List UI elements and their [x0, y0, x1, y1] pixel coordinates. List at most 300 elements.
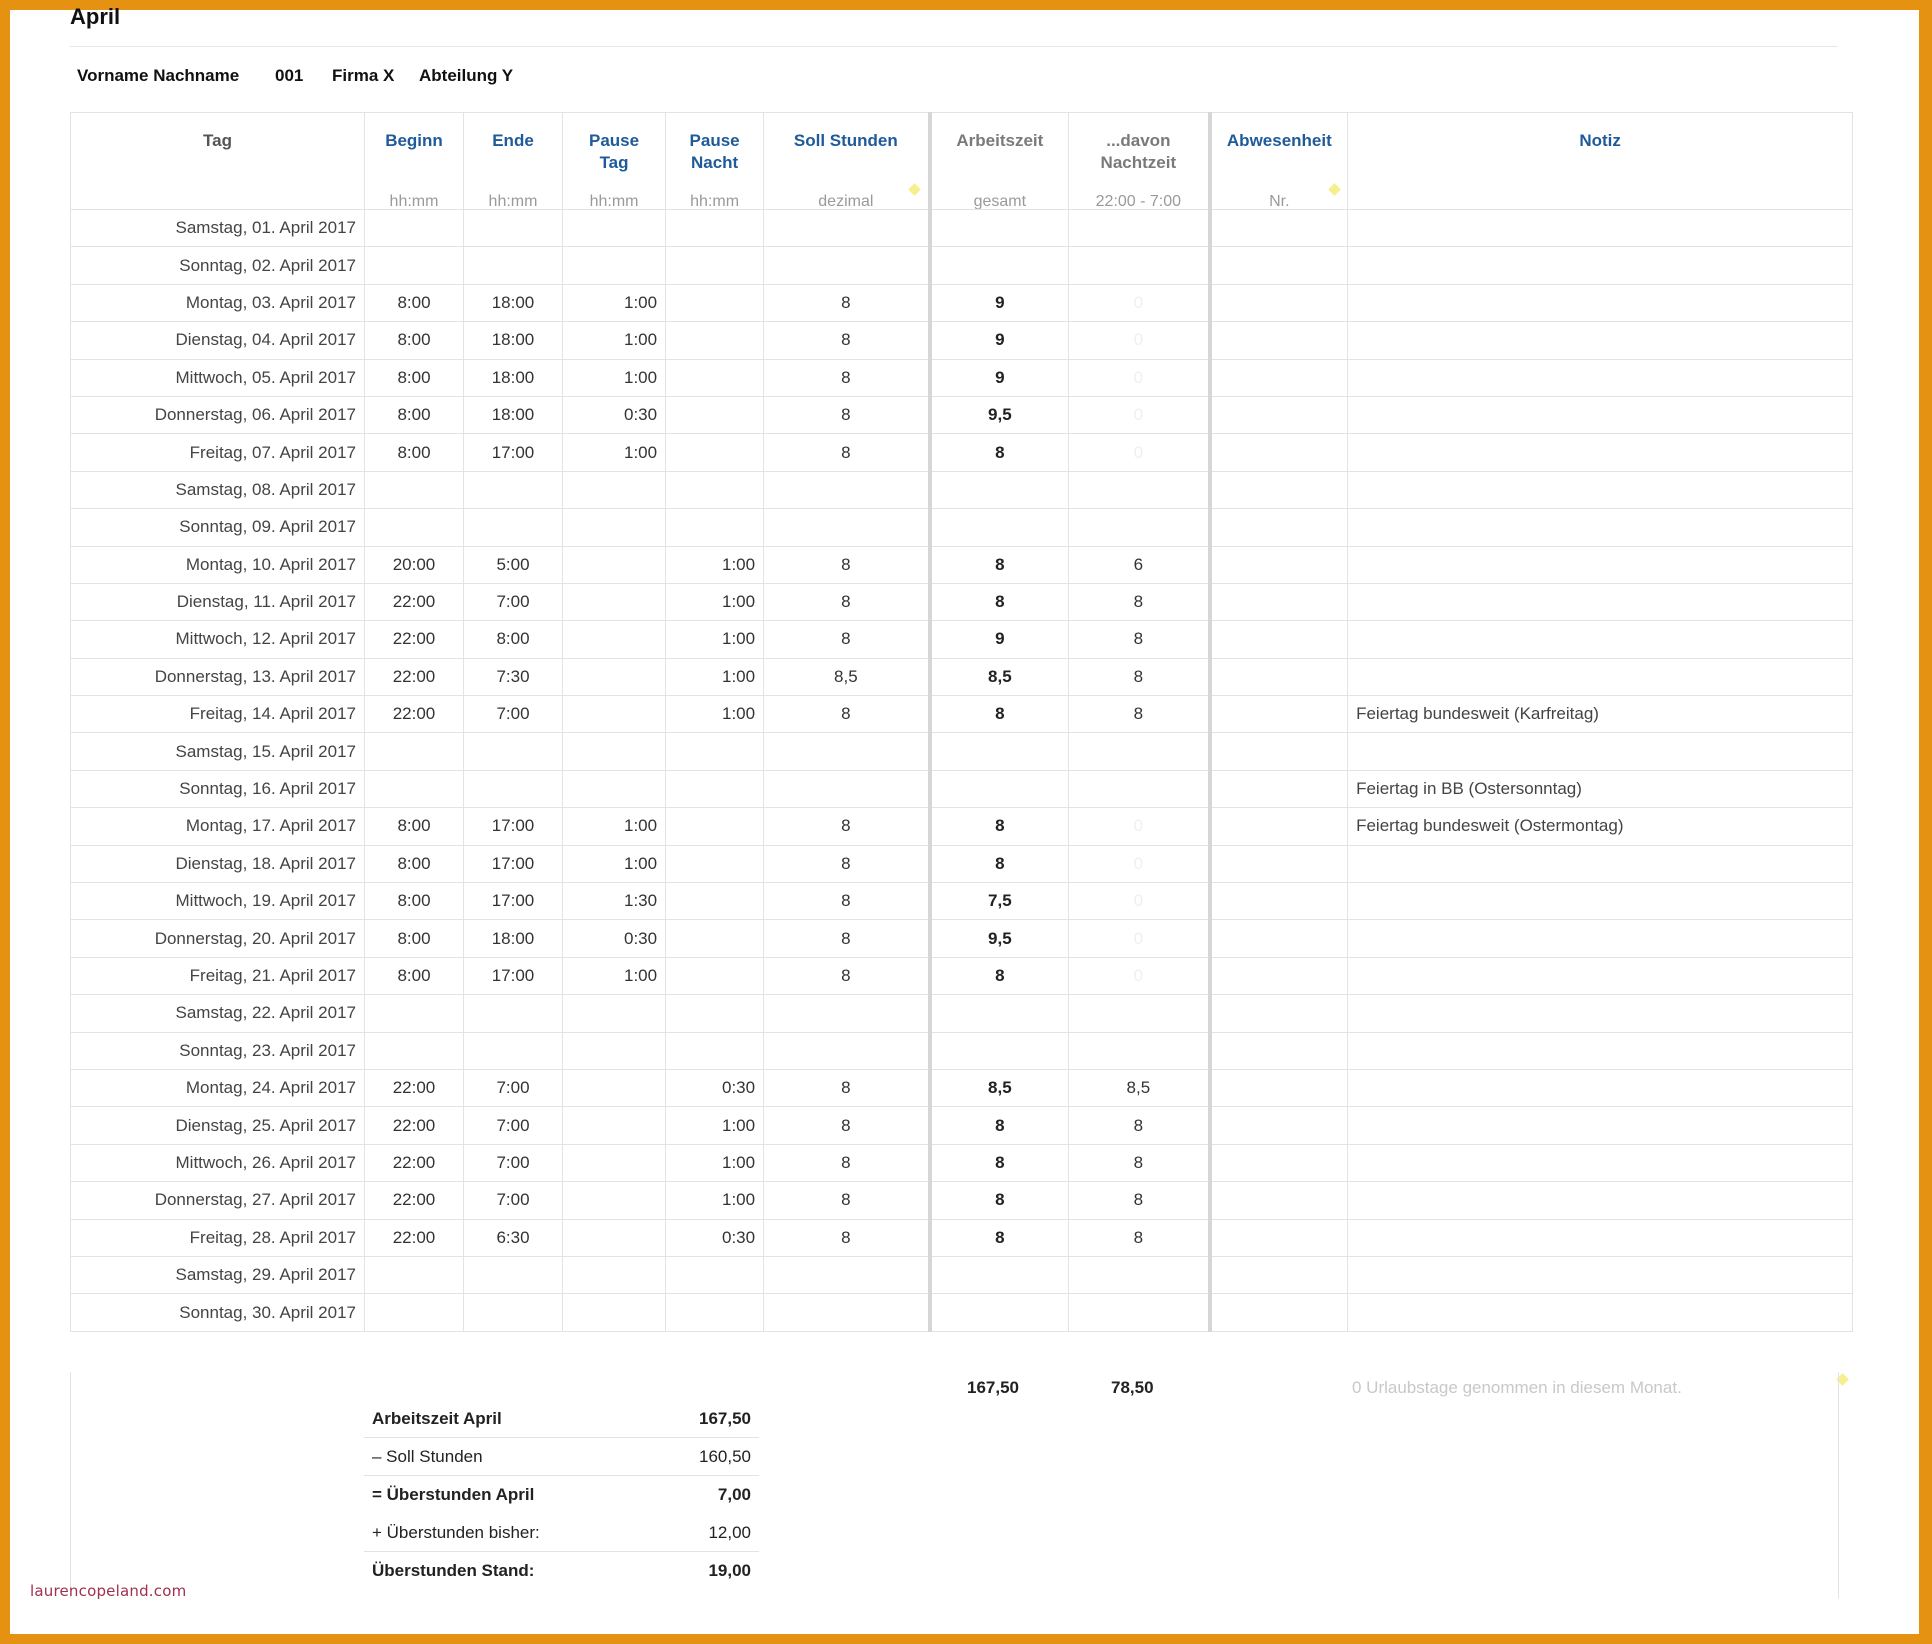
cell-night[interactable]: [1069, 770, 1210, 807]
cell-day[interactable]: Donnerstag, 13. April 2017: [71, 658, 365, 695]
cell-note[interactable]: [1348, 1294, 1853, 1331]
cell-note[interactable]: [1348, 621, 1853, 658]
cell-pause-day[interactable]: 1:00: [563, 359, 666, 396]
cell-target[interactable]: 8: [764, 1182, 930, 1219]
cell-day[interactable]: Dienstag, 11. April 2017: [71, 583, 365, 620]
cell-begin[interactable]: 8:00: [365, 284, 464, 321]
cell-absence[interactable]: [1210, 1032, 1348, 1069]
cell-pause-day[interactable]: 1:00: [563, 434, 666, 471]
cell-note[interactable]: [1348, 920, 1853, 957]
cell-pause-day[interactable]: [563, 696, 666, 733]
cell-night[interactable]: [1069, 210, 1210, 247]
cell-target[interactable]: 8: [764, 696, 930, 733]
cell-end[interactable]: 17:00: [464, 434, 563, 471]
cell-absence[interactable]: [1210, 1294, 1348, 1331]
cell-work[interactable]: 9,5: [930, 396, 1069, 433]
cell-day[interactable]: Sonntag, 30. April 2017: [71, 1294, 365, 1331]
cell-end[interactable]: [464, 471, 563, 508]
cell-night[interactable]: 8: [1069, 583, 1210, 620]
cell-work[interactable]: [930, 733, 1069, 770]
cell-pause-day[interactable]: [563, 770, 666, 807]
cell-target[interactable]: [764, 1294, 930, 1331]
cell-work[interactable]: 8: [930, 1182, 1069, 1219]
cell-night[interactable]: [1069, 509, 1210, 546]
cell-pause-day[interactable]: [563, 995, 666, 1032]
cell-target[interactable]: 8: [764, 621, 930, 658]
cell-begin[interactable]: 22:00: [365, 621, 464, 658]
cell-begin[interactable]: 22:00: [365, 1107, 464, 1144]
cell-note[interactable]: [1348, 957, 1853, 994]
cell-begin[interactable]: 22:00: [365, 696, 464, 733]
cell-absence[interactable]: [1210, 658, 1348, 695]
cell-begin[interactable]: 8:00: [365, 920, 464, 957]
cell-note[interactable]: [1348, 509, 1853, 546]
cell-begin[interactable]: 20:00: [365, 546, 464, 583]
cell-pause-day[interactable]: [563, 546, 666, 583]
cell-begin[interactable]: 8:00: [365, 322, 464, 359]
cell-note[interactable]: [1348, 583, 1853, 620]
cell-pause-day[interactable]: [563, 733, 666, 770]
cell-note[interactable]: [1348, 471, 1853, 508]
cell-end[interactable]: 7:30: [464, 658, 563, 695]
cell-day[interactable]: Mittwoch, 05. April 2017: [71, 359, 365, 396]
cell-work[interactable]: [930, 210, 1069, 247]
cell-begin[interactable]: [365, 1256, 464, 1293]
cell-day[interactable]: Freitag, 07. April 2017: [71, 434, 365, 471]
cell-day[interactable]: Mittwoch, 12. April 2017: [71, 621, 365, 658]
cell-end[interactable]: 17:00: [464, 845, 563, 882]
cell-target[interactable]: 8: [764, 808, 930, 845]
cell-day[interactable]: Montag, 17. April 2017: [71, 808, 365, 845]
cell-pause-day[interactable]: 1:00: [563, 284, 666, 321]
cell-pause-night[interactable]: [666, 883, 764, 920]
cell-day[interactable]: Samstag, 08. April 2017: [71, 471, 365, 508]
cell-pause-day[interactable]: 0:30: [563, 920, 666, 957]
cell-target[interactable]: [764, 471, 930, 508]
cell-pause-night[interactable]: [666, 509, 764, 546]
cell-absence[interactable]: [1210, 845, 1348, 882]
cell-note[interactable]: [1348, 658, 1853, 695]
cell-target[interactable]: [764, 210, 930, 247]
cell-pause-day[interactable]: [563, 509, 666, 546]
cell-target[interactable]: 8: [764, 359, 930, 396]
cell-begin[interactable]: [365, 770, 464, 807]
cell-end[interactable]: 7:00: [464, 1182, 563, 1219]
cell-note[interactable]: [1348, 1069, 1853, 1106]
cell-absence[interactable]: [1210, 808, 1348, 845]
cell-work[interactable]: 8: [930, 546, 1069, 583]
cell-pause-night[interactable]: [666, 434, 764, 471]
cell-pause-night[interactable]: [666, 845, 764, 882]
cell-note[interactable]: [1348, 1032, 1853, 1069]
cell-target[interactable]: [764, 995, 930, 1032]
cell-begin[interactable]: [365, 733, 464, 770]
cell-day[interactable]: Montag, 24. April 2017: [71, 1069, 365, 1106]
cell-pause-night[interactable]: [666, 1256, 764, 1293]
cell-end[interactable]: 7:00: [464, 1107, 563, 1144]
cell-absence[interactable]: [1210, 957, 1348, 994]
cell-pause-night[interactable]: [666, 322, 764, 359]
cell-night[interactable]: 0: [1069, 434, 1210, 471]
cell-day[interactable]: Montag, 03. April 2017: [71, 284, 365, 321]
cell-begin[interactable]: 22:00: [365, 1069, 464, 1106]
cell-target[interactable]: [764, 1256, 930, 1293]
cell-begin[interactable]: 22:00: [365, 1144, 464, 1181]
cell-pause-night[interactable]: [666, 247, 764, 284]
cell-day[interactable]: Dienstag, 04. April 2017: [71, 322, 365, 359]
cell-work[interactable]: 9: [930, 359, 1069, 396]
cell-absence[interactable]: [1210, 546, 1348, 583]
cell-end[interactable]: 18:00: [464, 359, 563, 396]
cell-end[interactable]: 17:00: [464, 957, 563, 994]
cell-night[interactable]: 0: [1069, 883, 1210, 920]
cell-night[interactable]: 6: [1069, 546, 1210, 583]
cell-target[interactable]: 8: [764, 957, 930, 994]
cell-begin[interactable]: 8:00: [365, 808, 464, 845]
cell-absence[interactable]: [1210, 995, 1348, 1032]
cell-night[interactable]: [1069, 1294, 1210, 1331]
cell-pause-day[interactable]: [563, 1069, 666, 1106]
cell-night[interactable]: 8: [1069, 1107, 1210, 1144]
cell-pause-day[interactable]: 1:30: [563, 883, 666, 920]
cell-end[interactable]: 17:00: [464, 808, 563, 845]
cell-absence[interactable]: [1210, 770, 1348, 807]
cell-note[interactable]: Feiertag bundesweit (Ostermontag): [1348, 808, 1853, 845]
cell-begin[interactable]: 8:00: [365, 957, 464, 994]
cell-night[interactable]: 0: [1069, 396, 1210, 433]
cell-day[interactable]: Montag, 10. April 2017: [71, 546, 365, 583]
cell-begin[interactable]: 22:00: [365, 1182, 464, 1219]
cell-day[interactable]: Mittwoch, 19. April 2017: [71, 883, 365, 920]
cell-absence[interactable]: [1210, 434, 1348, 471]
cell-end[interactable]: 17:00: [464, 883, 563, 920]
cell-pause-day[interactable]: [563, 471, 666, 508]
cell-work[interactable]: [930, 995, 1069, 1032]
cell-note[interactable]: [1348, 1219, 1853, 1256]
cell-pause-night[interactable]: 1:00: [666, 546, 764, 583]
cell-target[interactable]: 8: [764, 322, 930, 359]
cell-begin[interactable]: 22:00: [365, 658, 464, 695]
cell-work[interactable]: 8: [930, 583, 1069, 620]
cell-pause-day[interactable]: [563, 583, 666, 620]
cell-night[interactable]: 8: [1069, 1144, 1210, 1181]
cell-end[interactable]: [464, 733, 563, 770]
cell-work[interactable]: 7,5: [930, 883, 1069, 920]
cell-day[interactable]: Sonntag, 02. April 2017: [71, 247, 365, 284]
cell-day[interactable]: Freitag, 28. April 2017: [71, 1219, 365, 1256]
cell-end[interactable]: [464, 1032, 563, 1069]
cell-night[interactable]: 8,5: [1069, 1069, 1210, 1106]
cell-end[interactable]: 18:00: [464, 284, 563, 321]
cell-note[interactable]: [1348, 434, 1853, 471]
cell-pause-day[interactable]: [563, 247, 666, 284]
cell-work[interactable]: [930, 1032, 1069, 1069]
cell-work[interactable]: 9: [930, 322, 1069, 359]
cell-begin[interactable]: [365, 995, 464, 1032]
cell-begin[interactable]: [365, 210, 464, 247]
cell-pause-night[interactable]: [666, 920, 764, 957]
cell-day[interactable]: Samstag, 01. April 2017: [71, 210, 365, 247]
cell-note[interactable]: Feiertag in BB (Ostersonntag): [1348, 770, 1853, 807]
cell-absence[interactable]: [1210, 583, 1348, 620]
cell-absence[interactable]: [1210, 1107, 1348, 1144]
cell-day[interactable]: Sonntag, 23. April 2017: [71, 1032, 365, 1069]
cell-work[interactable]: 8: [930, 845, 1069, 882]
cell-pause-night[interactable]: 1:00: [666, 621, 764, 658]
cell-night[interactable]: [1069, 1032, 1210, 1069]
cell-end[interactable]: 8:00: [464, 621, 563, 658]
cell-note[interactable]: [1348, 1182, 1853, 1219]
cell-absence[interactable]: [1210, 733, 1348, 770]
cell-absence[interactable]: [1210, 1144, 1348, 1181]
cell-work[interactable]: 8: [930, 957, 1069, 994]
cell-absence[interactable]: [1210, 621, 1348, 658]
cell-pause-night[interactable]: 0:30: [666, 1219, 764, 1256]
cell-begin[interactable]: 8:00: [365, 359, 464, 396]
cell-absence[interactable]: [1210, 396, 1348, 433]
cell-absence[interactable]: [1210, 696, 1348, 733]
cell-night[interactable]: 8: [1069, 658, 1210, 695]
cell-target[interactable]: 8: [764, 845, 930, 882]
cell-night[interactable]: [1069, 247, 1210, 284]
cell-absence[interactable]: [1210, 471, 1348, 508]
cell-night[interactable]: 0: [1069, 359, 1210, 396]
cell-note[interactable]: [1348, 845, 1853, 882]
cell-work[interactable]: [930, 509, 1069, 546]
cell-pause-night[interactable]: [666, 995, 764, 1032]
cell-begin[interactable]: [365, 1294, 464, 1331]
cell-day[interactable]: Donnerstag, 27. April 2017: [71, 1182, 365, 1219]
cell-work[interactable]: 9: [930, 284, 1069, 321]
cell-pause-day[interactable]: 1:00: [563, 957, 666, 994]
cell-target[interactable]: [764, 247, 930, 284]
cell-note[interactable]: [1348, 210, 1853, 247]
cell-begin[interactable]: 22:00: [365, 583, 464, 620]
cell-night[interactable]: [1069, 471, 1210, 508]
cell-work[interactable]: 8: [930, 696, 1069, 733]
cell-night[interactable]: [1069, 1256, 1210, 1293]
cell-work[interactable]: 8: [930, 1219, 1069, 1256]
cell-work[interactable]: 9: [930, 621, 1069, 658]
cell-note[interactable]: [1348, 995, 1853, 1032]
cell-night[interactable]: 0: [1069, 284, 1210, 321]
cell-absence[interactable]: [1210, 247, 1348, 284]
cell-night[interactable]: 8: [1069, 621, 1210, 658]
cell-work[interactable]: 8: [930, 808, 1069, 845]
cell-day[interactable]: Dienstag, 18. April 2017: [71, 845, 365, 882]
cell-note[interactable]: [1348, 1256, 1853, 1293]
cell-night[interactable]: 0: [1069, 808, 1210, 845]
cell-end[interactable]: [464, 247, 563, 284]
cell-night[interactable]: [1069, 995, 1210, 1032]
cell-pause-night[interactable]: [666, 770, 764, 807]
cell-target[interactable]: 8,5: [764, 658, 930, 695]
cell-note[interactable]: [1348, 322, 1853, 359]
cell-target[interactable]: 8: [764, 1144, 930, 1181]
cell-pause-day[interactable]: [563, 1032, 666, 1069]
cell-target[interactable]: 8: [764, 1219, 930, 1256]
cell-pause-day[interactable]: [563, 1256, 666, 1293]
cell-target[interactable]: [764, 1032, 930, 1069]
cell-pause-night[interactable]: [666, 733, 764, 770]
cell-day[interactable]: Freitag, 14. April 2017: [71, 696, 365, 733]
cell-target[interactable]: 8: [764, 284, 930, 321]
cell-end[interactable]: 18:00: [464, 396, 563, 433]
cell-note[interactable]: [1348, 359, 1853, 396]
cell-end[interactable]: 18:00: [464, 322, 563, 359]
cell-begin[interactable]: 8:00: [365, 883, 464, 920]
cell-night[interactable]: 0: [1069, 845, 1210, 882]
cell-end[interactable]: [464, 1294, 563, 1331]
cell-begin[interactable]: [365, 1032, 464, 1069]
cell-day[interactable]: Donnerstag, 20. April 2017: [71, 920, 365, 957]
cell-target[interactable]: 8: [764, 546, 930, 583]
cell-begin[interactable]: [365, 247, 464, 284]
cell-absence[interactable]: [1210, 920, 1348, 957]
cell-day[interactable]: Samstag, 29. April 2017: [71, 1256, 365, 1293]
cell-note[interactable]: [1348, 1107, 1853, 1144]
cell-begin[interactable]: [365, 509, 464, 546]
cell-pause-night[interactable]: 1:00: [666, 696, 764, 733]
cell-target[interactable]: [764, 770, 930, 807]
cell-work[interactable]: [930, 471, 1069, 508]
cell-absence[interactable]: [1210, 1256, 1348, 1293]
cell-pause-night[interactable]: [666, 396, 764, 433]
cell-absence[interactable]: [1210, 359, 1348, 396]
cell-end[interactable]: 7:00: [464, 1069, 563, 1106]
cell-end[interactable]: [464, 1256, 563, 1293]
cell-end[interactable]: [464, 210, 563, 247]
cell-night[interactable]: 0: [1069, 920, 1210, 957]
cell-target[interactable]: 8: [764, 396, 930, 433]
cell-note[interactable]: [1348, 546, 1853, 583]
cell-day[interactable]: Donnerstag, 06. April 2017: [71, 396, 365, 433]
cell-pause-night[interactable]: 1:00: [666, 658, 764, 695]
cell-begin[interactable]: [365, 471, 464, 508]
cell-target[interactable]: 8: [764, 883, 930, 920]
cell-work[interactable]: 8,5: [930, 658, 1069, 695]
cell-end[interactable]: 7:00: [464, 696, 563, 733]
cell-note[interactable]: Feiertag bundesweit (Karfreitag): [1348, 696, 1853, 733]
cell-work[interactable]: [930, 1256, 1069, 1293]
cell-work[interactable]: 8: [930, 434, 1069, 471]
cell-night[interactable]: 8: [1069, 1219, 1210, 1256]
cell-target[interactable]: 8: [764, 583, 930, 620]
cell-pause-night[interactable]: [666, 1294, 764, 1331]
cell-begin[interactable]: 22:00: [365, 1219, 464, 1256]
cell-pause-day[interactable]: 1:00: [563, 322, 666, 359]
cell-absence[interactable]: [1210, 509, 1348, 546]
cell-night[interactable]: 8: [1069, 696, 1210, 733]
cell-work[interactable]: 9,5: [930, 920, 1069, 957]
cell-absence[interactable]: [1210, 284, 1348, 321]
cell-note[interactable]: [1348, 733, 1853, 770]
cell-pause-night[interactable]: [666, 210, 764, 247]
cell-day[interactable]: Samstag, 15. April 2017: [71, 733, 365, 770]
cell-pause-day[interactable]: 1:00: [563, 808, 666, 845]
cell-note[interactable]: [1348, 396, 1853, 433]
cell-pause-night[interactable]: 1:00: [666, 1144, 764, 1181]
cell-work[interactable]: [930, 1294, 1069, 1331]
cell-absence[interactable]: [1210, 1069, 1348, 1106]
cell-pause-night[interactable]: [666, 1032, 764, 1069]
cell-pause-day[interactable]: 1:00: [563, 845, 666, 882]
cell-night[interactable]: 8: [1069, 1182, 1210, 1219]
cell-pause-day[interactable]: [563, 1144, 666, 1181]
cell-work[interactable]: 8,5: [930, 1069, 1069, 1106]
cell-work[interactable]: 8: [930, 1144, 1069, 1181]
cell-pause-night[interactable]: 0:30: [666, 1069, 764, 1106]
cell-pause-day[interactable]: [563, 1182, 666, 1219]
cell-pause-night[interactable]: 1:00: [666, 583, 764, 620]
cell-night[interactable]: 0: [1069, 322, 1210, 359]
cell-pause-night[interactable]: [666, 471, 764, 508]
cell-pause-day[interactable]: 0:30: [563, 396, 666, 433]
cell-target[interactable]: 8: [764, 1069, 930, 1106]
cell-day[interactable]: Samstag, 22. April 2017: [71, 995, 365, 1032]
cell-end[interactable]: 18:00: [464, 920, 563, 957]
cell-pause-night[interactable]: 1:00: [666, 1182, 764, 1219]
cell-end[interactable]: [464, 995, 563, 1032]
cell-work[interactable]: [930, 770, 1069, 807]
cell-end[interactable]: [464, 509, 563, 546]
cell-end[interactable]: 7:00: [464, 1144, 563, 1181]
cell-pause-night[interactable]: [666, 808, 764, 845]
cell-night[interactable]: 0: [1069, 957, 1210, 994]
cell-absence[interactable]: [1210, 883, 1348, 920]
cell-target[interactable]: [764, 509, 930, 546]
cell-work[interactable]: 8: [930, 1107, 1069, 1144]
cell-begin[interactable]: 8:00: [365, 434, 464, 471]
cell-pause-day[interactable]: [563, 621, 666, 658]
cell-end[interactable]: 7:00: [464, 583, 563, 620]
cell-absence[interactable]: [1210, 1182, 1348, 1219]
cell-target[interactable]: [764, 733, 930, 770]
cell-pause-day[interactable]: [563, 658, 666, 695]
cell-pause-day[interactable]: [563, 1219, 666, 1256]
cell-target[interactable]: 8: [764, 1107, 930, 1144]
cell-day[interactable]: Mittwoch, 26. April 2017: [71, 1144, 365, 1181]
cell-pause-night[interactable]: [666, 957, 764, 994]
cell-day[interactable]: Freitag, 21. April 2017: [71, 957, 365, 994]
cell-begin[interactable]: 8:00: [365, 845, 464, 882]
cell-absence[interactable]: [1210, 1219, 1348, 1256]
cell-pause-night[interactable]: [666, 359, 764, 396]
cell-target[interactable]: 8: [764, 920, 930, 957]
cell-pause-night[interactable]: [666, 284, 764, 321]
cell-end[interactable]: 6:30: [464, 1219, 563, 1256]
cell-target[interactable]: 8: [764, 434, 930, 471]
cell-pause-night[interactable]: 1:00: [666, 1107, 764, 1144]
cell-absence[interactable]: [1210, 210, 1348, 247]
cell-absence[interactable]: [1210, 322, 1348, 359]
cell-pause-day[interactable]: [563, 1107, 666, 1144]
cell-day[interactable]: Sonntag, 09. April 2017: [71, 509, 365, 546]
cell-begin[interactable]: 8:00: [365, 396, 464, 433]
cell-day[interactable]: Dienstag, 25. April 2017: [71, 1107, 365, 1144]
cell-note[interactable]: [1348, 1144, 1853, 1181]
cell-work[interactable]: [930, 247, 1069, 284]
cell-note[interactable]: [1348, 247, 1853, 284]
cell-night[interactable]: [1069, 733, 1210, 770]
cell-pause-day[interactable]: [563, 210, 666, 247]
cell-note[interactable]: [1348, 284, 1853, 321]
cell-note[interactable]: [1348, 883, 1853, 920]
cell-end[interactable]: [464, 770, 563, 807]
cell-pause-day[interactable]: [563, 1294, 666, 1331]
cell-day[interactable]: Sonntag, 16. April 2017: [71, 770, 365, 807]
cell-end[interactable]: 5:00: [464, 546, 563, 583]
